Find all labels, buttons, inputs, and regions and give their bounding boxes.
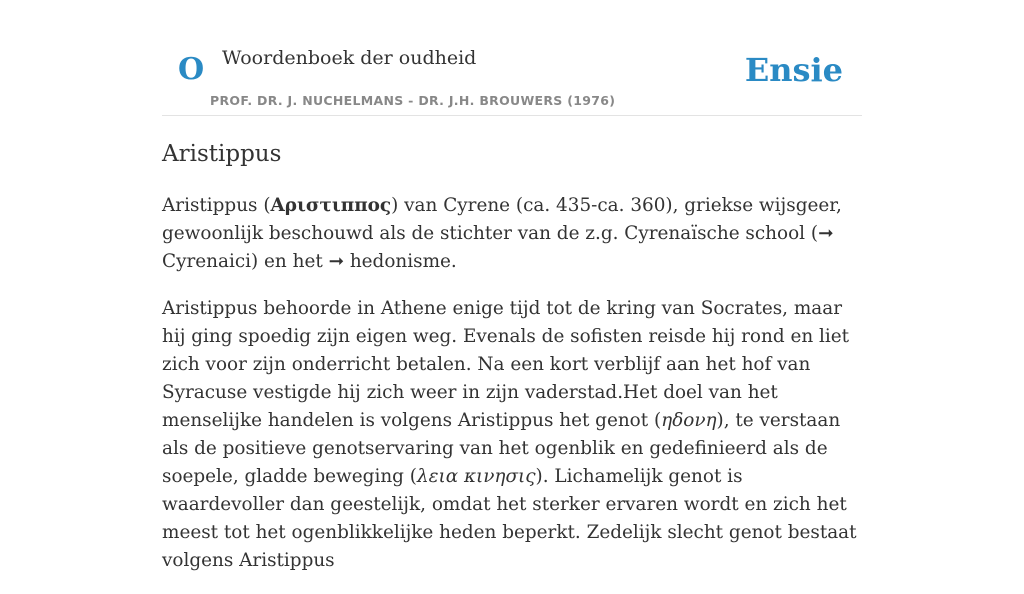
page [162, 0, 862, 571]
entry-content [162, 192, 862, 594]
text-span: ) en het [251, 251, 329, 272]
book-authors: PROF. DR. J. NUCHELMANS - DR. J.H. BROUWERS (1976) [210, 93, 616, 108]
text-span: Aristippus ( [162, 195, 271, 216]
text-span: ). Lichamelijk genot is waardevoller dan geestelijk, omdat het sterker ervaren wordt en zich het meest tot het ogenblikkelijke heden beperkt. Zedelijk slecht genot bestaat volgens Aristippus [162, 466, 857, 571]
link-cyrenaici[interactable]: ➞ Cyrenaici [162, 223, 834, 272]
greek-term: λεια κινησις [416, 466, 536, 487]
book-title[interactable]: Woordenboek der oudheid [222, 47, 477, 69]
text-span: Aristippus behoorde in Athene enige tijd tot de kring van Socrates, maar hij ging spoedig zijn eigen weg. Evenals de sofisten reisde hij rond en liet zich voor zijn onderricht betalen. Na een kort verblijf aan het hof van Syracuse vestigde hij zich weer in zijn vaderstad.Het doel van het menselijke handelen is volgens Aristippus het genot ( [162, 298, 850, 431]
index-letter[interactable]: O [178, 52, 205, 87]
header [162, 0, 862, 116]
entry-title: Aristippus [162, 141, 282, 167]
brand-logo[interactable]: Ensie [744, 51, 843, 89]
paragraph-body [162, 295, 862, 575]
text-span: . [450, 251, 457, 272]
link-hedonisme[interactable]: ➞ hedonisme [328, 251, 451, 272]
greek-name: Αριστιππος [270, 195, 392, 216]
text-span: ) van Cyrene (ca. 435-ca. 360), griekse wijsgeer, gewoonlijk beschouwd als de stichter van de z.g. Cyrenaïsche school ( [162, 195, 842, 244]
text-span: ), te verstaan als de positieve genotservaring van het ogenblik en gedefinieerd als de soepele, gladde beweging ( [162, 410, 841, 487]
paragraph-intro [162, 192, 862, 276]
greek-term: ηδονη [661, 410, 717, 431]
